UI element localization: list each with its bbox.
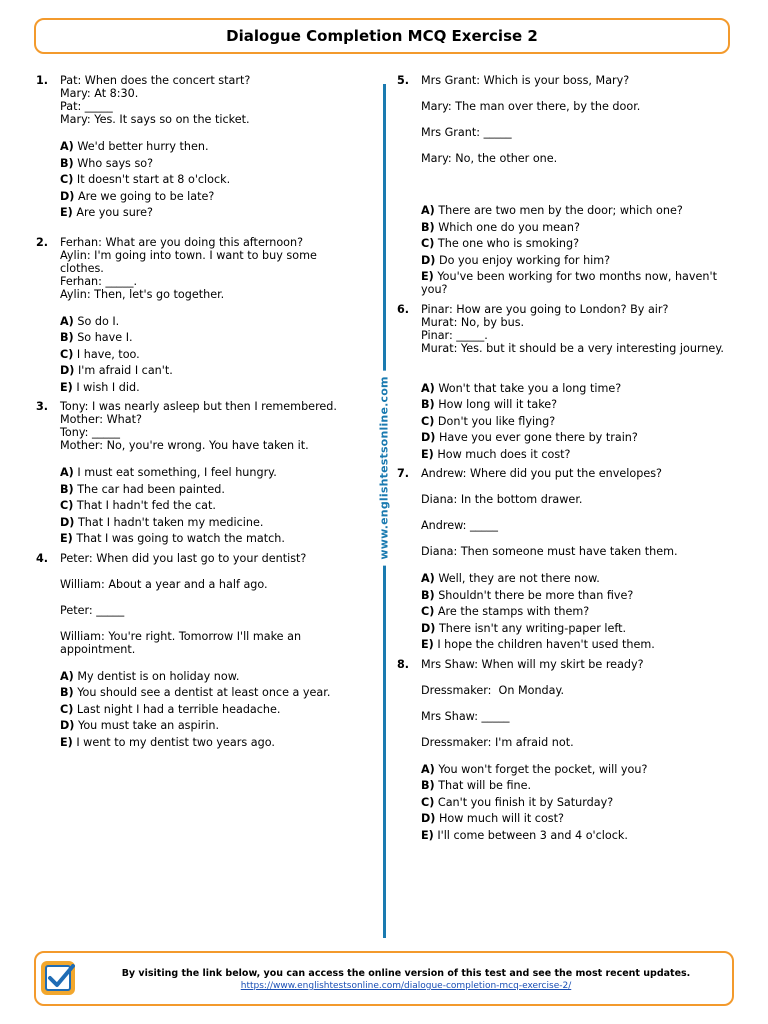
option-d[interactable] xyxy=(60,364,358,377)
option-letter: A) xyxy=(421,762,435,776)
option-letter: A) xyxy=(421,204,435,217)
option-letter: B) xyxy=(421,588,435,602)
option-d[interactable] xyxy=(60,190,358,203)
option-text: Do you enjoy working for him? xyxy=(438,253,611,267)
option-e[interactable] xyxy=(421,829,743,842)
option-c[interactable] xyxy=(60,703,358,716)
option-e[interactable] xyxy=(421,270,743,296)
dialogue-line: Pinar: How are you going to London? By air? xyxy=(421,302,669,316)
option-letter: A) xyxy=(60,466,74,479)
option-e[interactable] xyxy=(60,206,358,219)
option-b[interactable] xyxy=(60,157,358,170)
option-text: The one who is smoking? xyxy=(437,237,580,250)
option-c[interactable] xyxy=(60,173,358,186)
option-text: There are two men by the door; which one? xyxy=(438,204,683,217)
dialogue-line: Dressmaker: I'm afraid not. xyxy=(421,735,574,749)
option-a[interactable] xyxy=(60,670,358,683)
question-5 xyxy=(397,74,743,300)
option-letter: E) xyxy=(421,638,434,651)
dialogue-line: Pinar: _____. xyxy=(421,328,488,342)
dialogue-line: William: About a year and a half ago. xyxy=(60,577,268,591)
option-a[interactable] xyxy=(60,466,358,479)
option-text: How long will it take? xyxy=(438,398,558,411)
option-a[interactable] xyxy=(421,763,743,776)
option-c[interactable] xyxy=(421,237,743,250)
option-text: We'd better hurry then. xyxy=(77,140,209,153)
option-text: So have I. xyxy=(77,331,133,344)
option-letter: E) xyxy=(421,270,434,283)
option-letter: A) xyxy=(421,572,435,585)
option-letter: E) xyxy=(60,532,73,545)
question-number: 6. xyxy=(397,302,410,316)
option-letter: B) xyxy=(421,779,435,792)
option-text: That will be fine. xyxy=(438,779,532,792)
option-text: I'm afraid I can't. xyxy=(77,364,173,377)
dialogue-line: Mrs Shaw: _____ xyxy=(421,709,510,723)
dialogue-line: Mrs Grant: Which is your boss, Mary? xyxy=(421,74,630,87)
option-b[interactable] xyxy=(421,221,743,234)
option-text: Shouldn't there be more than five? xyxy=(438,588,634,602)
option-d[interactable] xyxy=(421,622,743,635)
option-text: Well, they are not there now. xyxy=(438,572,600,585)
option-letter: D) xyxy=(60,515,75,529)
option-e[interactable] xyxy=(60,381,358,394)
option-text: There isn't any writing-paper left. xyxy=(438,621,627,635)
dialogue-line: Mother: No, you're wrong. You have taken it. xyxy=(60,439,309,452)
option-c[interactable] xyxy=(421,796,743,809)
option-letter: A) xyxy=(421,381,435,395)
option-b[interactable] xyxy=(60,331,358,344)
option-d[interactable] xyxy=(60,516,358,529)
option-c[interactable] xyxy=(60,499,358,512)
option-text: Have you ever gone there by train? xyxy=(438,431,638,444)
option-letter: D) xyxy=(60,364,75,377)
option-letter: C) xyxy=(60,347,74,361)
dialogue-line: Diana: Then someone must have taken them. xyxy=(421,545,678,558)
dialogue-line: Aylin: I'm going into town. I want to buy some clothes. xyxy=(60,248,317,275)
option-letter: E) xyxy=(60,380,73,394)
option-b[interactable] xyxy=(60,686,358,699)
option-text: I have, too. xyxy=(76,347,140,361)
dialogue-line: Peter: When did you last go to your dentist? xyxy=(60,551,307,565)
option-text: It doesn't start at 8 o'clock. xyxy=(76,173,231,186)
option-c[interactable] xyxy=(60,348,358,361)
question-number: 7. xyxy=(397,467,410,480)
option-text: Won't that take you a long time? xyxy=(438,381,622,395)
dialogue-line: Mrs Grant: _____ xyxy=(421,126,512,139)
option-letter: C) xyxy=(421,237,435,250)
right-column xyxy=(397,74,743,845)
option-letter: A) xyxy=(60,669,74,683)
option-letter: C) xyxy=(421,605,435,618)
option-letter: D) xyxy=(60,719,75,732)
option-c[interactable] xyxy=(421,605,743,618)
left-column xyxy=(36,74,358,752)
option-letter: C) xyxy=(60,173,74,186)
option-letter: E) xyxy=(60,735,73,749)
dialogue-line: Tony: _____ xyxy=(60,426,120,439)
option-d[interactable] xyxy=(421,254,743,267)
option-text: Are we going to be late? xyxy=(77,189,215,203)
option-letter: C) xyxy=(60,499,74,512)
option-text: The car had been painted. xyxy=(77,482,225,496)
option-text: Don't you like flying? xyxy=(437,414,556,428)
option-letter: D) xyxy=(60,189,75,203)
option-letter: A) xyxy=(60,140,74,153)
option-a[interactable] xyxy=(421,204,743,217)
question-6 xyxy=(397,303,743,465)
option-d[interactable] xyxy=(421,812,743,825)
option-b[interactable] xyxy=(421,398,743,411)
checkmark-icon xyxy=(47,964,75,990)
option-text: Last night I had a terrible headache. xyxy=(76,702,281,716)
option-b[interactable] xyxy=(421,589,743,602)
dialogue-line: Mother: What? xyxy=(60,413,142,426)
option-text: You should see a dentist at least once a year. xyxy=(77,686,331,699)
option-e[interactable] xyxy=(421,638,743,651)
dialogue-line: Mary: The man over there, by the door. xyxy=(421,100,641,113)
option-letter: D) xyxy=(421,253,436,267)
page-title: Dialogue Completion MCQ Exercise 2 xyxy=(226,27,538,45)
question-number: 2. xyxy=(36,235,49,249)
option-text: Are the stamps with them? xyxy=(437,605,590,618)
option-letter: E) xyxy=(421,828,434,842)
dialogue-line: Andrew: _____ xyxy=(421,519,498,532)
option-letter: B) xyxy=(60,482,74,496)
option-text: You must take an aspirin. xyxy=(77,719,220,732)
checkbox-logo-icon xyxy=(41,961,75,995)
option-text: That I hadn't fed the cat. xyxy=(76,499,216,512)
site-url-vertical: www.englishtestsonline.com xyxy=(378,370,391,565)
option-text: How much does it cost? xyxy=(437,447,571,461)
dialogue-line: Murat: No, by bus. xyxy=(421,315,525,329)
option-text: Who says so? xyxy=(77,156,154,170)
dialogue-line: Pat: _____ xyxy=(60,100,113,113)
option-a[interactable] xyxy=(60,140,358,153)
question-3 xyxy=(36,400,358,549)
option-text: I hope the children haven't used them. xyxy=(437,638,655,651)
option-b[interactable] xyxy=(421,779,743,792)
option-text: That I hadn't taken my medicine. xyxy=(77,515,264,529)
dialogue-line: Ferhan: What are you doing this afternoon? xyxy=(60,235,304,249)
question-number: 8. xyxy=(397,657,410,671)
question-number: 1. xyxy=(36,74,49,87)
option-text: How much will it cost? xyxy=(438,812,564,825)
option-letter: B) xyxy=(60,686,74,699)
footer-link[interactable]: https://www.englishtestsonline.com/dialogue-completion-mcq-exercise-2/ xyxy=(240,981,572,991)
option-letter: C) xyxy=(421,795,435,809)
option-letter: B) xyxy=(421,220,435,234)
option-text: You won't forget the pocket, will you? xyxy=(438,762,648,776)
option-letter: D) xyxy=(421,812,436,825)
option-e[interactable] xyxy=(60,736,358,749)
option-letter: B) xyxy=(60,331,74,344)
footer-text: By visiting the link below, you can access the online version of this test and see the most recent updates. xyxy=(121,968,691,979)
dialogue-line: Mrs Shaw: When will my skirt be ready? xyxy=(421,657,644,671)
dialogue-line: William: You're right. Tomorrow I'll make an appointment. xyxy=(60,629,302,656)
option-text: I went to my dentist two years ago. xyxy=(76,735,275,749)
option-text: I must eat something, I feel hungry. xyxy=(77,466,277,479)
option-text: I wish I did. xyxy=(76,380,140,394)
question-4 xyxy=(36,552,358,753)
question-number: 4. xyxy=(36,551,49,565)
dialogue-line: Diana: In the bottom drawer. xyxy=(421,493,583,506)
option-letter: B) xyxy=(60,156,74,170)
dialogue-line: Mary: No, the other one. xyxy=(421,152,558,165)
question-1 xyxy=(36,74,358,223)
option-letter: C) xyxy=(60,702,74,716)
option-d[interactable] xyxy=(421,431,743,444)
dialogue-line: Peter: _____ xyxy=(60,603,125,617)
option-letter: E) xyxy=(60,206,73,219)
dialogue-line: Pat: When does the concert start? xyxy=(60,74,251,87)
option-text: So do I. xyxy=(77,314,120,328)
dialogue-line: Dressmaker: On Monday. xyxy=(421,683,565,697)
question-2 xyxy=(36,236,358,398)
question-number: 5. xyxy=(397,74,410,87)
option-letter: D) xyxy=(421,621,436,635)
option-text: I'll come between 3 and 4 o'clock. xyxy=(437,828,628,842)
option-letter: E) xyxy=(421,447,434,461)
option-text: You've been working for two months now, haven't you? xyxy=(421,270,717,296)
option-a[interactable] xyxy=(421,572,743,585)
option-a[interactable] xyxy=(421,382,743,395)
option-letter: C) xyxy=(421,414,435,428)
option-a[interactable] xyxy=(60,315,358,328)
option-e[interactable] xyxy=(421,448,743,461)
question-8 xyxy=(397,658,743,846)
option-d[interactable] xyxy=(60,719,358,732)
dialogue-line: Mary: Yes. It says so on the ticket. xyxy=(60,113,250,126)
option-text: Which one do you mean? xyxy=(438,220,580,234)
dialogue-line: Aylin: Then, let's go together. xyxy=(60,287,225,301)
footer-box xyxy=(34,951,734,1006)
dialogue-line: Andrew: Where did you put the envelopes? xyxy=(421,467,662,480)
title-box xyxy=(34,18,730,54)
option-text: Can't you finish it by Saturday? xyxy=(437,795,614,809)
dialogue-line: Ferhan: _____. xyxy=(60,274,137,288)
option-b[interactable] xyxy=(60,483,358,496)
question-7 xyxy=(397,467,743,655)
option-text: Are you sure? xyxy=(76,206,153,219)
option-e[interactable] xyxy=(60,532,358,545)
dialogue-line: Mary: At 8:30. xyxy=(60,87,139,100)
option-text: My dentist is on holiday now. xyxy=(77,669,240,683)
dialogue-line: Tony: I was nearly asleep but then I remembered. xyxy=(60,400,337,413)
option-letter: B) xyxy=(421,398,435,411)
dialogue-line: Murat: Yes. but it should be a very interesting journey. xyxy=(421,341,724,355)
option-letter: D) xyxy=(421,431,436,444)
option-letter: A) xyxy=(60,314,74,328)
option-c[interactable] xyxy=(421,415,743,428)
option-text: That I was going to watch the match. xyxy=(76,532,285,545)
question-number: 3. xyxy=(36,400,49,413)
